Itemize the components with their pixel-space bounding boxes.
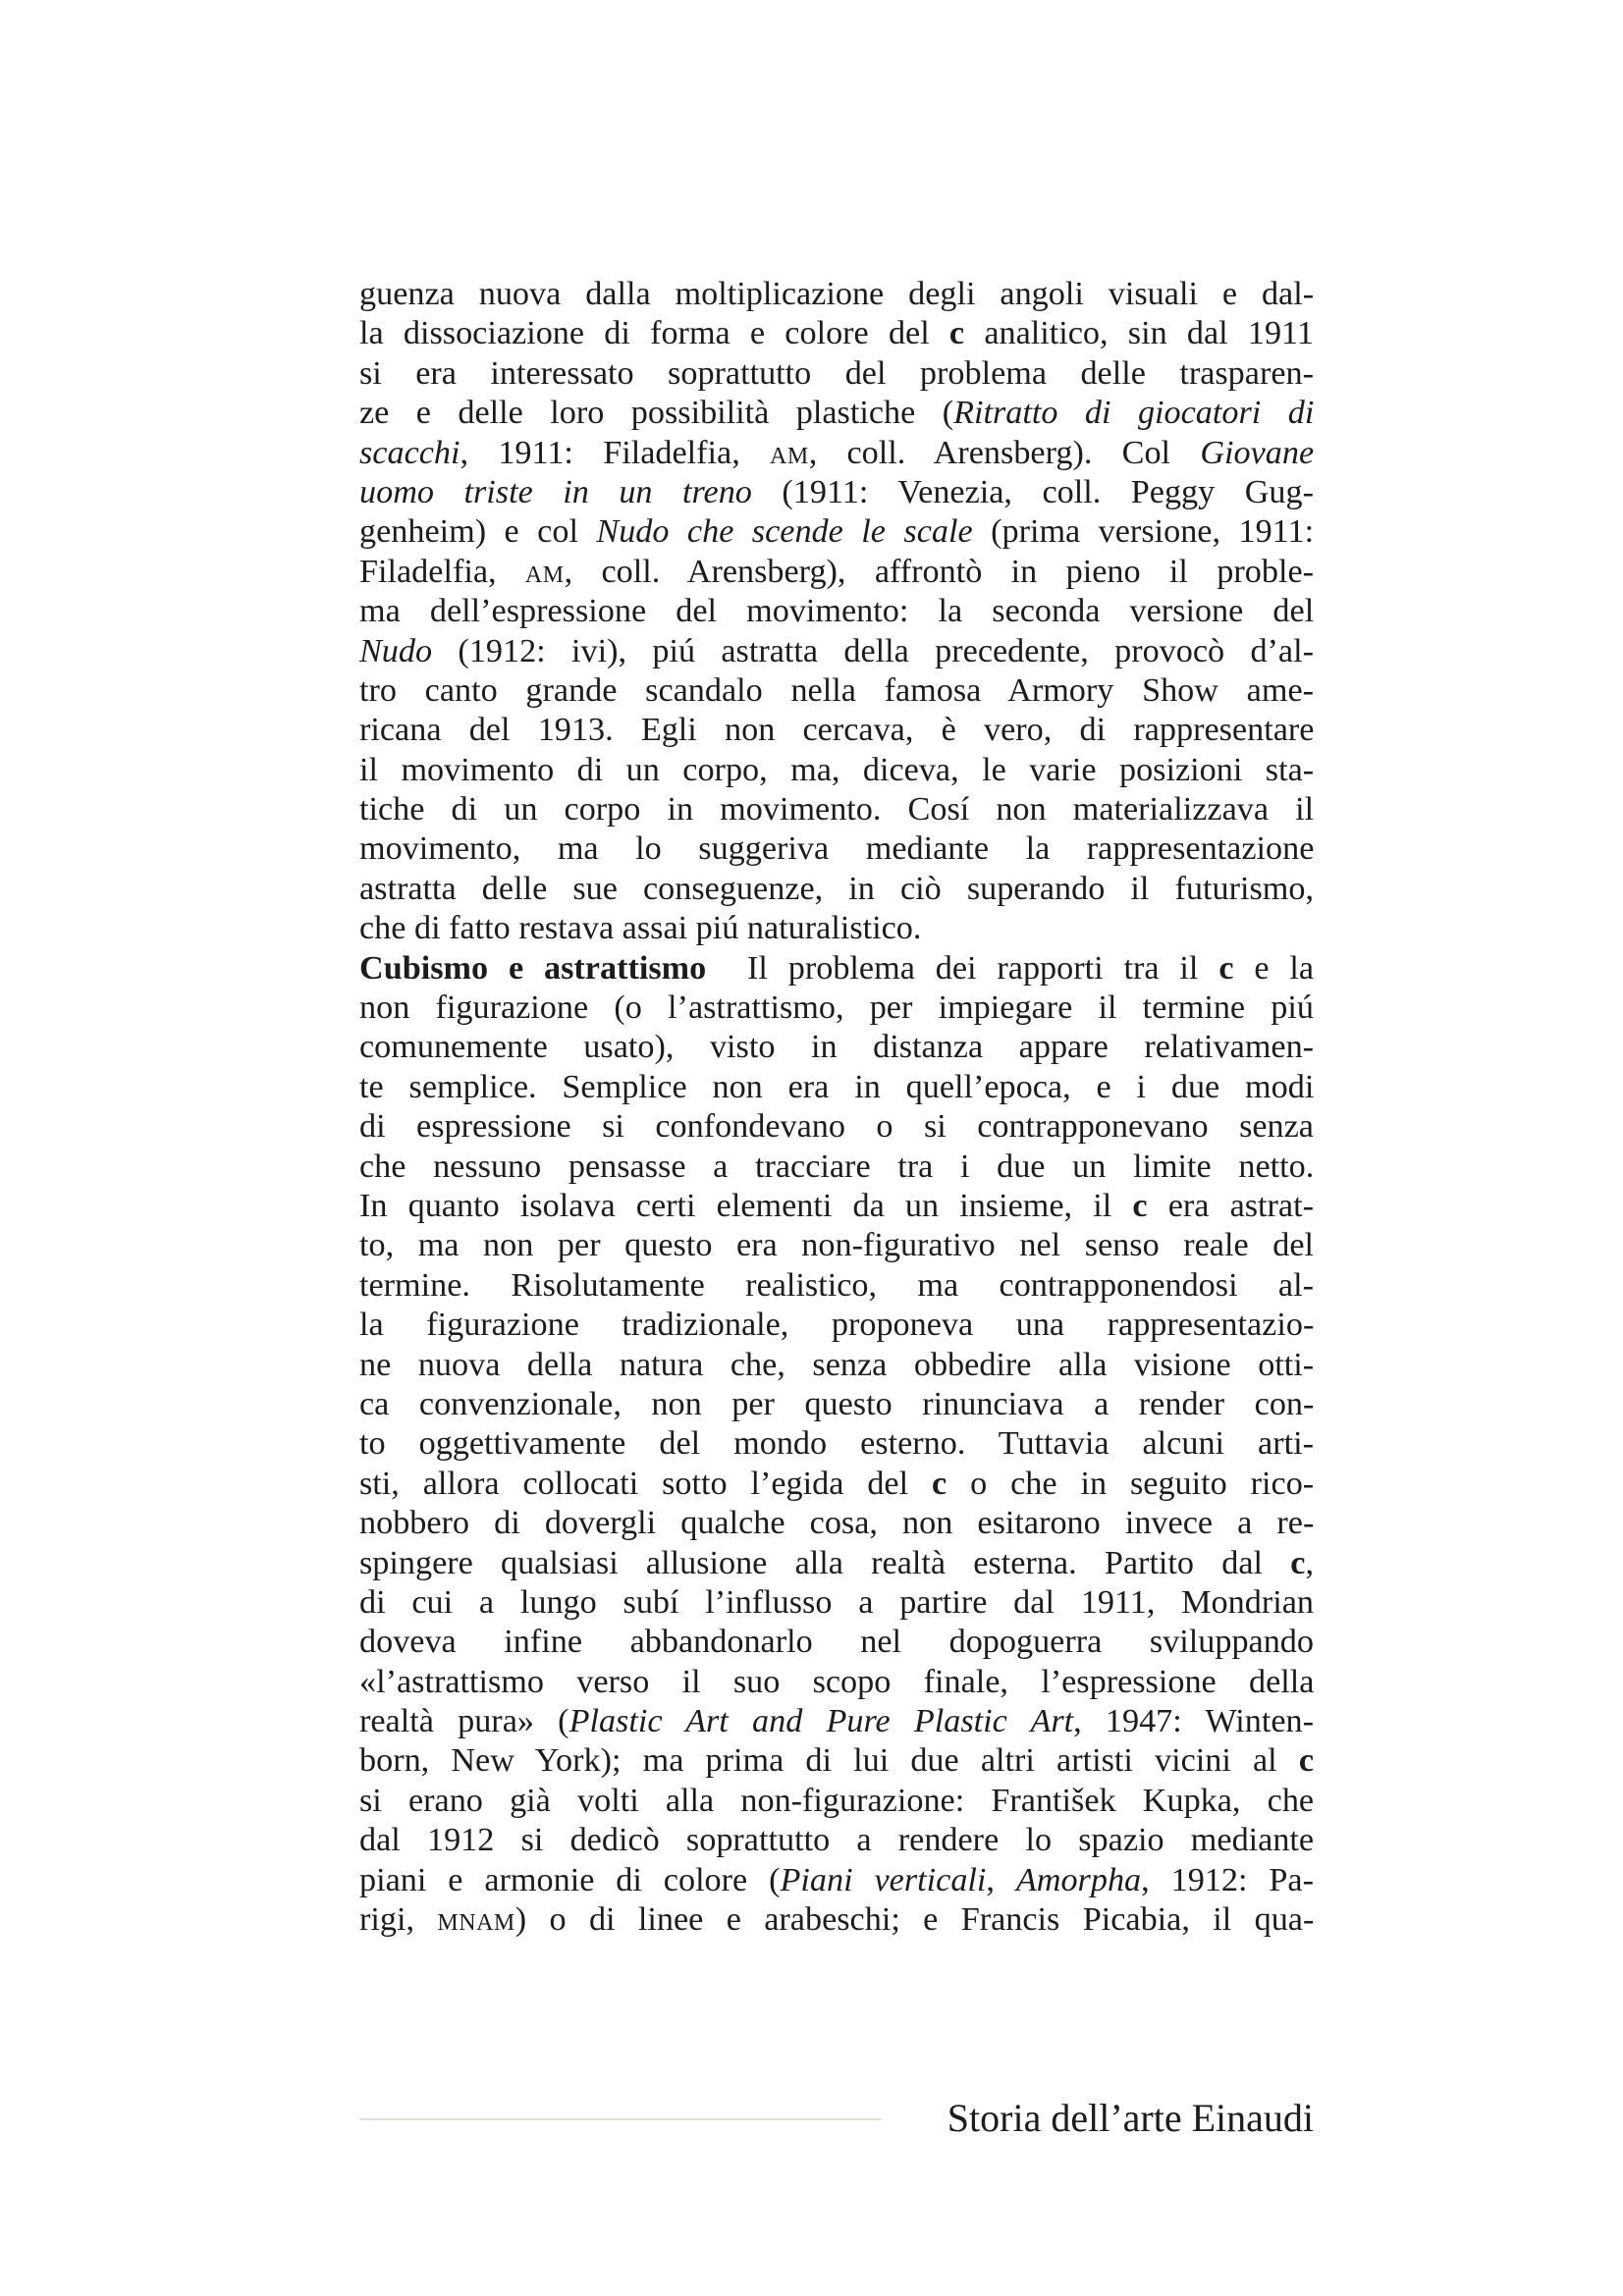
footer-title: Storia dell’arte Einaudi [947,2096,1314,2140]
text-run: movimento, ma lo suggeriva mediante la rappresentazione [359,830,1315,868]
text-run: non figurazione (o l’astrattismo, per impiegare il termine piú [359,989,1314,1027]
text-line [359,1187,1314,1226]
text-line [359,1504,1314,1543]
italic-text: Ritratto di giocatori di [953,395,1315,432]
text-line [359,1266,1314,1306]
text-run: Il problema dei rapporti tra il [706,949,1219,987]
text-line [359,434,1314,473]
italic-text: Piani verticali [780,1861,987,1898]
text-run: spingere qualsiasi allusione alla realtà esterna. Partito dal [359,1544,1291,1581]
text-line [359,512,1314,552]
text-line [359,1702,1314,1741]
text-run: tiche di un corpo in movimento. Cosí non materializzava il [359,791,1315,828]
text-run: era astrat- [1147,1187,1314,1224]
text-line [359,632,1314,671]
text-line [359,1306,1314,1345]
italic-text: Plastic Art and Pure Plastic Art [568,1703,1074,1740]
text-run: tro canto grande scandalo nella famosa Armory Show ame- [359,671,1314,709]
text-run: ca convenzionale, non per questo rinunciava a render con- [359,1385,1315,1422]
text-run: si era interessato soprattutto del problema delle trasparen- [359,354,1314,392]
page-footer [359,2091,1314,2150]
text-run: e la [1233,949,1315,987]
text-run: astratta delle sue conseguenze, in ciò superando il futurismo, [359,870,1314,907]
text-line [359,275,1314,314]
text-line [359,394,1314,433]
small-caps-text: am [770,434,809,471]
text-run: realtà pura» ( [359,1703,569,1740]
text-run: (1912: ivi), piú astratta della precedente, provocò d’al- [432,632,1314,669]
text-run: Filadelfia, [359,553,525,590]
bold-text: c [948,315,965,352]
text-line [359,790,1314,829]
text-run: piani e armonie di colore ( [359,1861,781,1898]
bold-text: c [1290,1544,1306,1581]
text-run: guenza nuova dalla moltiplicazione degli angoli visuali e dal- [359,276,1315,312]
italic-text: Nudo [359,632,433,669]
text-line [359,1148,1314,1187]
text-run: «l’astrattismo verso il suo scopo finale, l’espressione della [359,1663,1315,1700]
bold-text: c [1298,1742,1314,1780]
text-line [359,949,1314,988]
text-run: sti, allora collocati sotto l’egida del [359,1465,933,1502]
text-run: ) o di linee e arabeschi; e Francis Picabia, il qua- [514,1901,1315,1939]
text-run: to oggettivamente del mondo esterno. Tuttavia alcuni arti- [359,1425,1314,1463]
text-run: dal 1912 si dedicò soprattutto a rendere lo spazio mediante [359,1822,1315,1859]
text-line [359,1385,1314,1424]
text-line [359,1623,1314,1662]
text-line [359,1068,1314,1107]
text-run: , 1911: Filadelfia, [460,434,771,471]
text-line [359,473,1314,512]
text-line [359,751,1314,790]
text-line [359,1663,1314,1702]
bold-text: Cubismo e astrattismo [359,949,707,987]
text-run: rigi, [359,1901,438,1939]
text-run: , coll. Arensberg). Col [808,434,1201,471]
text-line [359,1107,1314,1147]
text-line [359,1861,1314,1900]
text-run: , coll. Arensberg), affrontò in pieno il proble- [564,553,1315,590]
text-line [359,1424,1314,1464]
text-line [359,354,1314,394]
text-line [359,1226,1314,1265]
text-run: di espressione si confondevano o si contrapponevano senza [359,1108,1314,1146]
text-line [359,553,1314,592]
text-run: ne nuova della natura che, senza obbedire alla visione otti- [359,1346,1315,1383]
text-line [359,711,1314,750]
italic-text: Giovane [1200,434,1315,471]
bold-text: c [1218,949,1234,987]
text-run: la figurazione tradizionale, proponeva una rappresentazio- [359,1307,1315,1344]
text-run: comunemente usato), visto in distanza appare relativamen- [359,1029,1315,1066]
text-run: (prima versione, 1911: [972,513,1315,551]
italic-text: uomo triste in un treno [359,473,752,510]
text-run: termine. Risolutamente realistico, ma contrapponendosi al- [359,1266,1314,1304]
text-line [359,592,1314,631]
text-run: nobbero di dovergli qualche cosa, non esitarono invece a re- [359,1505,1315,1542]
text-run: te semplice. Semplice non era in quell’epoca, e i due modi [359,1068,1315,1105]
text-run: , 1947: Winten- [1073,1703,1315,1740]
text-line [359,909,1314,948]
italic-text: Amorpha [1015,1861,1142,1898]
text-run: che di fatto restava assai piú naturalistico. [359,910,922,947]
text-run: genheim) e col [359,513,597,551]
text-run: (1911: Venezia, coll. Peggy Gug- [751,473,1314,510]
text-line [359,1346,1314,1385]
text-run: ricana del 1913. Egli non cercava, è vero, di rappresentare [359,712,1315,749]
text-run: In quanto isolava certi elementi da un insieme, il [359,1187,1133,1224]
text-run: born, New York); ma prima di lui due altri artisti vicini al [359,1742,1299,1780]
text-line [359,314,1314,353]
footer-rule [359,2118,882,2120]
text-line [359,1465,1314,1504]
text-run: il movimento di un corpo, ma, diceva, le varie posizioni sta- [359,751,1315,788]
text-run: to, ma non per questo era non-figurativo nel senso reale del [359,1227,1314,1264]
text-run: doveva infine abbandonarlo nel dopoguerra sviluppando [359,1624,1314,1661]
bold-text: c [1132,1187,1148,1224]
text-run: o che in seguito rico- [947,1465,1315,1502]
text-line [359,1782,1314,1821]
text-line [359,1583,1314,1623]
text-line [359,1900,1314,1940]
text-run: che nessuno pensasse a tracciare tra i due un limite netto. [359,1148,1315,1185]
text-line [359,671,1314,711]
text-line [359,1821,1314,1860]
body-text [359,275,1314,1940]
bold-text: c [932,1465,947,1502]
text-run: , 1912: Pa- [1141,1861,1314,1898]
text-run: , [986,1861,1016,1898]
text-run: , [1305,1544,1314,1581]
text-run: ma dell’espressione del movimento: la seconda versione del [359,593,1315,630]
text-run: analitico, sin dal 1911 [964,315,1314,352]
text-line [359,988,1314,1028]
small-caps-text: am [524,553,565,590]
text-run: ze e delle loro possibilità plastiche ( [359,395,954,432]
small-caps-text: mnam [437,1901,515,1939]
italic-text: Nudo che scende le scale [596,513,973,551]
text-run: di cui a lungo subí l’influsso a partire dal 1911, Mondrian [359,1583,1314,1621]
text-line [359,829,1314,869]
italic-text: scacchi [359,434,460,471]
text-line [359,1741,1314,1781]
text-run: la dissociazione di forma e colore del [359,315,949,352]
text-line [359,870,1314,909]
text-line [359,1028,1314,1067]
text-run: si erano già volti alla non-figurazione: František Kupka, che [359,1782,1315,1819]
text-line [359,1544,1314,1583]
